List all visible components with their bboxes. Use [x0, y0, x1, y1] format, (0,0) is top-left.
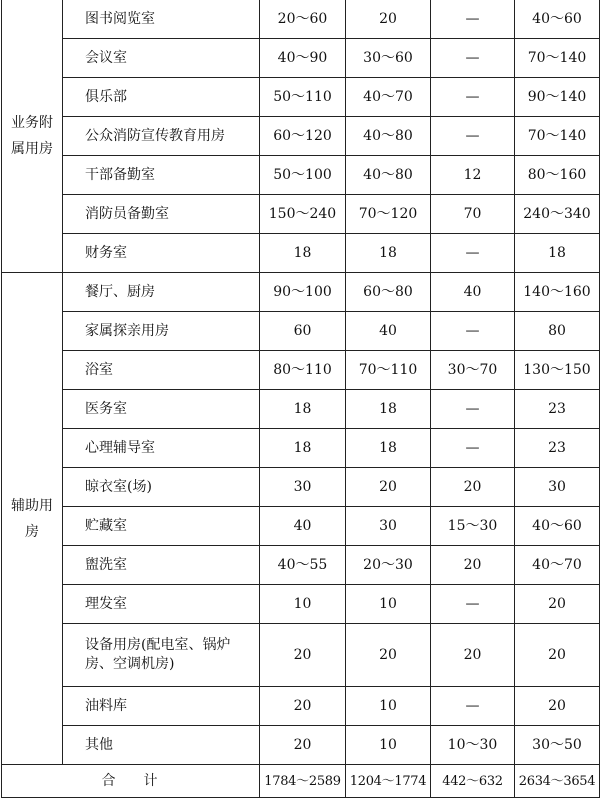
area-value: 60～120	[260, 117, 346, 156]
area-value: 80～160	[515, 156, 600, 195]
room-name: 晾衣室(场)	[63, 468, 260, 507]
area-value: 23	[515, 429, 600, 468]
table-row	[2, 312, 600, 351]
area-value: —	[431, 429, 515, 468]
area-value: 70～120	[346, 195, 431, 234]
room-name: 俱乐部	[63, 78, 260, 117]
area-value: 20	[515, 585, 600, 624]
room-name: 干部备勤室	[63, 156, 260, 195]
room-area-table	[1, 0, 600, 798]
area-value: —	[431, 390, 515, 429]
room-name: 财务室	[63, 234, 260, 273]
room-name: 浴室	[63, 351, 260, 390]
area-value: 20	[515, 687, 600, 726]
area-value: 40～60	[515, 507, 600, 546]
table-row	[2, 585, 600, 624]
table-row	[2, 0, 600, 39]
area-value: 30～60	[346, 39, 431, 78]
room-name: 油料库	[63, 687, 260, 726]
area-value: 18	[346, 429, 431, 468]
area-value: 90～140	[515, 78, 600, 117]
table-row	[2, 156, 600, 195]
table-row	[2, 39, 600, 78]
area-value: 18	[346, 390, 431, 429]
area-value: —	[431, 117, 515, 156]
total-label: 合计	[2, 765, 260, 798]
area-value: 30～50	[515, 726, 600, 765]
room-name: 心理辅导室	[63, 429, 260, 468]
area-value: —	[431, 0, 515, 39]
table-row	[2, 234, 600, 273]
table-row	[2, 546, 600, 585]
area-value: —	[431, 78, 515, 117]
area-value: 40～90	[260, 39, 346, 78]
area-value: 70～110	[346, 351, 431, 390]
area-value: 90～100	[260, 273, 346, 312]
room-name: 餐厅、厨房	[63, 273, 260, 312]
area-value: 50～100	[260, 156, 346, 195]
area-value: 18	[260, 390, 346, 429]
room-name: 公众消防宣传教育用房	[63, 117, 260, 156]
area-value: 30	[346, 507, 431, 546]
area-value: 40～80	[346, 117, 431, 156]
table-row	[2, 117, 600, 156]
area-value: 80～110	[260, 351, 346, 390]
area-value: 15～30	[431, 507, 515, 546]
room-name: 消防员备勤室	[63, 195, 260, 234]
table-row	[2, 726, 600, 765]
table-row	[2, 78, 600, 117]
area-value: 20	[260, 687, 346, 726]
area-value: 50～110	[260, 78, 346, 117]
area-value: —	[431, 234, 515, 273]
area-value: —	[431, 687, 515, 726]
area-value: —	[431, 39, 515, 78]
area-value: 10	[346, 585, 431, 624]
area-value: 70	[431, 195, 515, 234]
table-row	[2, 429, 600, 468]
room-name: 图书阅览室	[63, 0, 260, 39]
table-row	[2, 507, 600, 546]
area-value: 30	[515, 468, 600, 507]
room-name: 设备用房(配电室、锅炉房、空调机房)	[63, 624, 260, 687]
area-value: 40	[431, 273, 515, 312]
room-name: 会议室	[63, 39, 260, 78]
area-value: 10	[260, 585, 346, 624]
area-value: 130～150	[515, 351, 600, 390]
area-value: 40	[260, 507, 346, 546]
table-row	[2, 624, 600, 687]
room-name: 其他	[63, 726, 260, 765]
area-value: 60～80	[346, 273, 431, 312]
category-cell: 业务附属用房	[2, 0, 63, 273]
area-value: 140～160	[515, 273, 600, 312]
table-row	[2, 468, 600, 507]
area-value: 20	[260, 624, 346, 687]
table-row	[2, 351, 600, 390]
category-cell: 辅助用房	[2, 273, 63, 765]
area-value: 240～340	[515, 195, 600, 234]
area-value: 20	[260, 726, 346, 765]
area-value: —	[431, 585, 515, 624]
area-value: 12	[431, 156, 515, 195]
room-name: 盥洗室	[63, 546, 260, 585]
total-value: 442～632	[431, 765, 515, 798]
total-value: 1204～1774	[346, 765, 431, 798]
area-value: 40	[346, 312, 431, 351]
area-value: 18	[260, 234, 346, 273]
table-row	[2, 687, 600, 726]
room-name: 医务室	[63, 390, 260, 429]
area-value: 18	[260, 429, 346, 468]
area-value: 60	[260, 312, 346, 351]
area-value: 20	[346, 624, 431, 687]
area-value: 20	[346, 0, 431, 39]
area-value: 40～55	[260, 546, 346, 585]
total-value: 2634～3654	[515, 765, 600, 798]
area-value: 20～60	[260, 0, 346, 39]
area-value: 70～140	[515, 117, 600, 156]
table-row	[2, 273, 600, 312]
area-value: 150～240	[260, 195, 346, 234]
area-value: 20	[346, 468, 431, 507]
area-value: 10	[346, 687, 431, 726]
area-value: 20	[431, 546, 515, 585]
area-value: 20	[431, 624, 515, 687]
area-value: 20	[431, 468, 515, 507]
room-name: 家属探亲用房	[63, 312, 260, 351]
area-value: 20～30	[346, 546, 431, 585]
area-value: 80	[515, 312, 600, 351]
total-row	[2, 765, 600, 798]
area-value: 30	[260, 468, 346, 507]
room-name: 贮藏室	[63, 507, 260, 546]
area-value: 18	[515, 234, 600, 273]
area-value: 40～70	[346, 78, 431, 117]
total-value: 1784～2589	[260, 765, 346, 798]
table-row	[2, 195, 600, 234]
area-value: —	[431, 312, 515, 351]
area-value: 70～140	[515, 39, 600, 78]
area-value: 40～80	[346, 156, 431, 195]
area-value: 18	[346, 234, 431, 273]
area-value: 40～60	[515, 0, 600, 39]
area-value: 40～70	[515, 546, 600, 585]
area-value: 23	[515, 390, 600, 429]
area-value: 30～70	[431, 351, 515, 390]
table-row	[2, 390, 600, 429]
area-value: 10	[346, 726, 431, 765]
area-value: 20	[515, 624, 600, 687]
area-value: 10～30	[431, 726, 515, 765]
room-name: 理发室	[63, 585, 260, 624]
